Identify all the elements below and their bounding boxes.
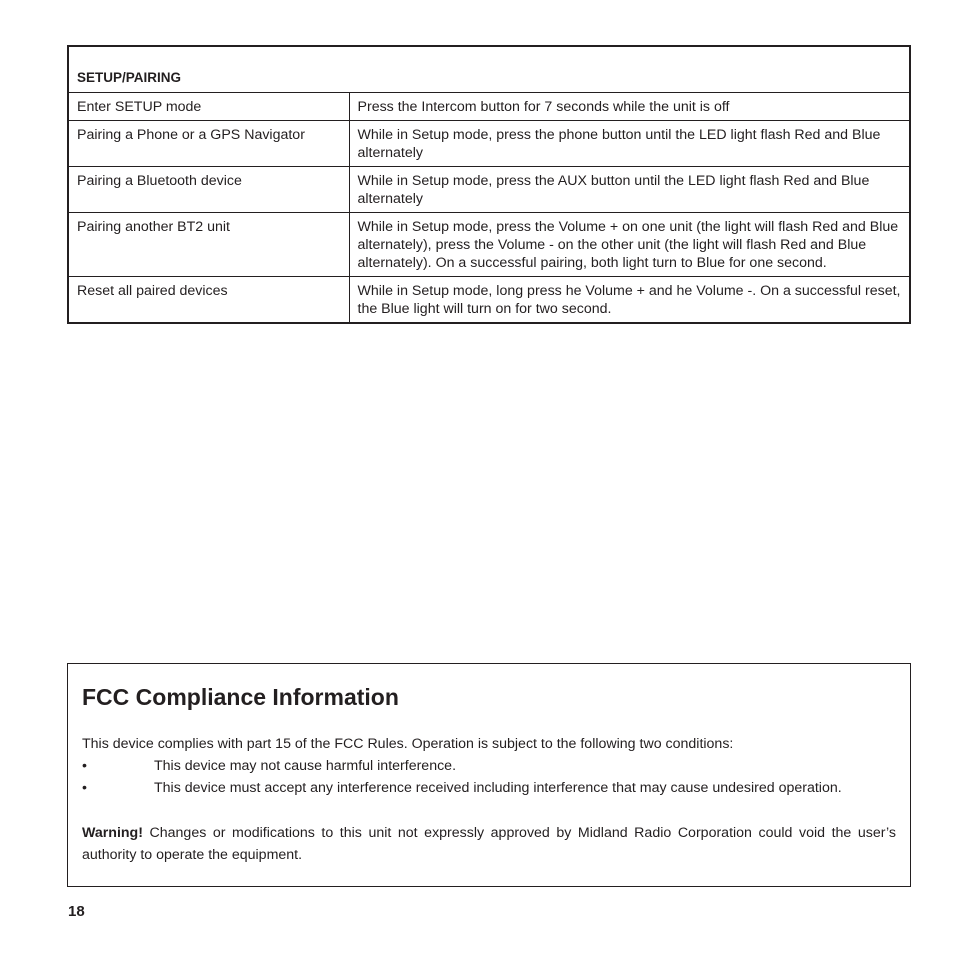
instruction-cell: While in Setup mode, press the phone button until the LED light flash Red and Blue alternately <box>349 121 910 167</box>
bullet-icon: • <box>82 780 87 796</box>
table-row <box>68 93 910 121</box>
table-header-row <box>68 46 910 93</box>
warning-text: Changes or modifications to this unit not expressly approved by Midland Radio Corporation could void the user’s authority to operate the equipment. <box>82 825 896 863</box>
table-header: SETUP/PAIRING <box>68 46 910 93</box>
table-row <box>68 167 910 213</box>
fcc-compliance-box <box>67 663 911 887</box>
page-number: 18 <box>68 903 85 920</box>
warning-label: Warning! <box>82 825 143 841</box>
table-row <box>68 213 910 277</box>
setup-pairing-table <box>67 45 911 324</box>
action-cell: Pairing a Phone or a GPS Navigator <box>68 121 349 167</box>
fcc-warning <box>82 822 896 866</box>
action-cell: Reset all paired devices <box>68 277 349 324</box>
instruction-cell: Press the Intercom button for 7 seconds while the unit is off <box>349 93 910 121</box>
bullet-text: This device may not cause harmful interference. <box>154 758 457 774</box>
table-row <box>68 121 910 167</box>
instruction-cell: While in Setup mode, press the AUX button until the LED light flash Red and Blue alternately <box>349 167 910 213</box>
instruction-cell: While in Setup mode, long press he Volume + and he Volume -. On a successful reset, the Blue light will turn on for two second. <box>349 277 910 324</box>
action-cell: Enter SETUP mode <box>68 93 349 121</box>
action-cell: Pairing a Bluetooth device <box>68 167 349 213</box>
table-row <box>68 277 910 324</box>
bullet-icon: • <box>82 758 87 774</box>
fcc-title: FCC Compliance Information <box>82 684 399 710</box>
action-cell: Pairing another BT2 unit <box>68 213 349 277</box>
instruction-cell: While in Setup mode, press the Volume + on one unit (the light will flash Red and Blue alternately), press the Volume - on the other unit (the light will flash Red and Blue alternately). On a successful pairing, both light turn to Blue for one second. <box>349 213 910 277</box>
bullet-text: This device must accept any interference received including interference that may cause undesired operation. <box>154 780 842 796</box>
fcc-intro: This device complies with part 15 of the FCC Rules. Operation is subject to the following two conditions: <box>82 736 734 752</box>
